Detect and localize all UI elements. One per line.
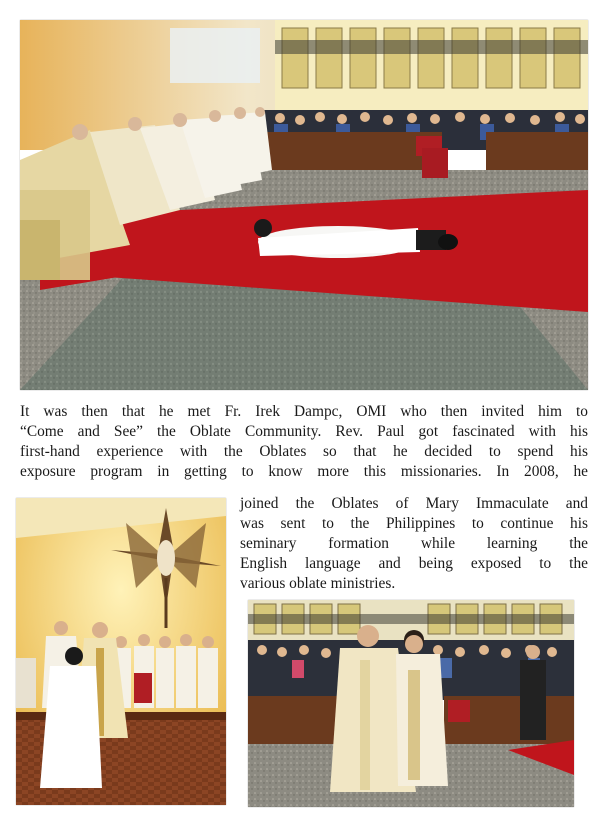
photo-ordination-prostration: [20, 20, 588, 390]
photo-top-illustration: [20, 20, 588, 390]
photo-left-illustration: [16, 498, 226, 805]
side-paragraph-line: seminary formation while learning the: [240, 535, 588, 552]
main-paragraph-line: “Come and See” the Oblate Community. Rev. Paul got fascinated with his: [20, 423, 588, 440]
photo-altar-blessing: [16, 498, 226, 805]
main-paragraph-line: It was then that he met Fr. Irek Dampc, OMI who then invited him to: [20, 403, 588, 420]
main-paragraph-line: first-hand experience with the Oblates so that he decided to spend his: [20, 443, 588, 460]
main-paragraph-line: exposure program in getting to know more this missionaries. In 2008, he: [20, 463, 588, 480]
photo-vesting: [248, 600, 574, 807]
side-paragraph-line: was sent to the Philippines to continue his: [240, 515, 588, 532]
side-paragraph-line: various oblate ministries.: [240, 575, 396, 592]
side-paragraph: [240, 494, 588, 594]
side-paragraph-line: joined the Oblates of Mary Immaculate and: [240, 495, 588, 512]
photo-right-illustration: [248, 600, 574, 807]
side-paragraph-line: English language and being exposed to the: [240, 555, 588, 572]
main-paragraph: [20, 402, 588, 482]
